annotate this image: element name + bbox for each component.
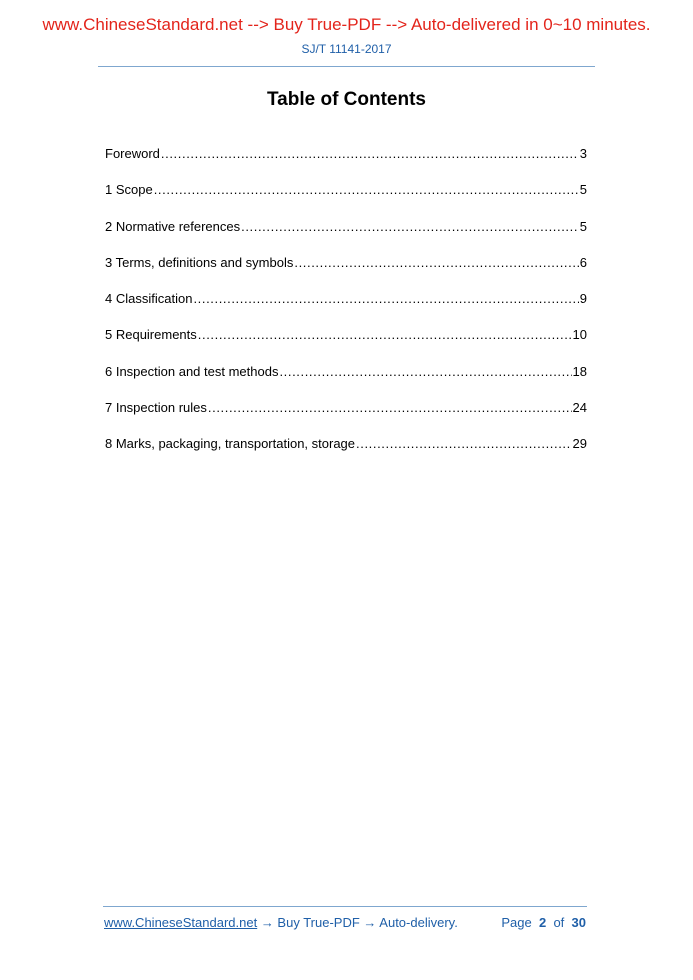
- toc-list: [105, 145, 587, 472]
- toc-entry-requirements[interactable]: [105, 326, 587, 362]
- toc-dot-leader: [154, 181, 579, 199]
- toc-entry-label: 3 Terms, definitions and symbols: [105, 254, 294, 270]
- toc-entry-page: 5: [579, 218, 587, 234]
- toc-entry-page: 10: [572, 327, 587, 343]
- website-link[interactable]: www.ChineseStandard.net: [104, 915, 258, 930]
- toc-entry-marks-packaging[interactable]: [105, 435, 587, 471]
- toc-entry-label: 2 Normative references: [105, 218, 241, 234]
- footer-divider: [103, 906, 587, 907]
- footer-left: [104, 915, 458, 930]
- header-divider: [98, 66, 595, 67]
- toc-entry-inspection-test-methods[interactable]: [105, 363, 587, 399]
- toc-entry-label: 6 Inspection and test methods: [105, 363, 279, 379]
- toc-entry-page: 5: [579, 182, 587, 198]
- toc-entry-page: 18: [572, 363, 587, 379]
- promo-banner[interactable]: www.ChineseStandard.net --> Buy True-PDF --> Auto-delivered in 0~10 minutes.: [42, 15, 651, 34]
- toc-dot-leader: [198, 326, 572, 344]
- toc-entry-page: 29: [572, 436, 587, 452]
- toc-entry-classification[interactable]: [105, 290, 587, 326]
- standard-code: SJ/T 11141-2017: [301, 42, 392, 56]
- page-number: [501, 915, 586, 930]
- toc-entry-scope[interactable]: [105, 181, 587, 217]
- footer-link-suffix: → Buy True-PDF → Auto-delivery.: [257, 915, 458, 930]
- toc-dot-leader: [193, 290, 578, 308]
- toc-dot-leader: [208, 399, 572, 417]
- toc-dot-leader: [356, 435, 572, 453]
- page-title: Table of Contents: [266, 89, 427, 110]
- toc-entry-label: 1 Scope: [105, 182, 153, 198]
- page-of: of: [553, 915, 565, 930]
- toc-entry-page: 9: [579, 291, 587, 307]
- toc-dot-leader: [161, 145, 579, 163]
- toc-entry-label: 7 Inspection rules: [105, 400, 207, 416]
- toc-entry-inspection-rules[interactable]: [105, 399, 587, 435]
- toc-dot-leader: [294, 254, 578, 272]
- toc-entry-page: 24: [572, 400, 587, 416]
- page-footer: [104, 915, 586, 930]
- toc-entry-normative-references[interactable]: [105, 218, 587, 254]
- toc-entry-foreword[interactable]: [105, 145, 587, 181]
- toc-entry-label: 8 Marks, packaging, transportation, storage: [105, 436, 356, 452]
- page-prefix: Page: [501, 915, 532, 930]
- page-total: 30: [571, 915, 586, 930]
- toc-entry-label: 5 Requirements: [105, 327, 197, 343]
- toc-entry-label: Foreword: [105, 146, 160, 161]
- page-current: 2: [538, 915, 547, 930]
- toc-entry-label: 4 Classification: [105, 291, 193, 307]
- toc-entry-page: 3: [579, 146, 587, 161]
- toc-entry-terms-definitions[interactable]: [105, 254, 587, 290]
- toc-entry-page: 6: [579, 254, 587, 270]
- toc-dot-leader: [241, 218, 579, 236]
- toc-dot-leader: [279, 363, 571, 381]
